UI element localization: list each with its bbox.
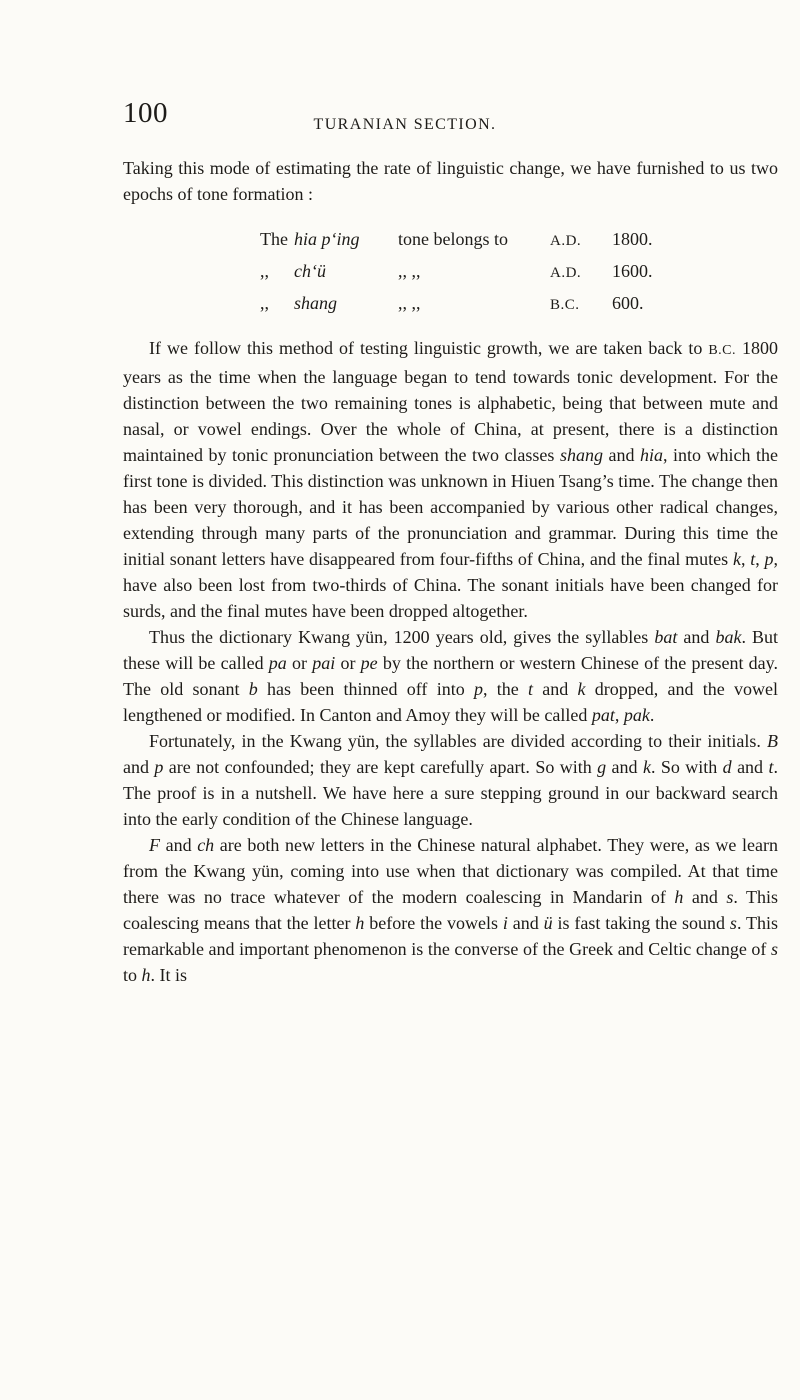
tone-row: [260, 287, 778, 319]
body-text: [123, 155, 778, 988]
tone-subject: ,,: [260, 261, 269, 281]
tone-year: 1800.: [612, 229, 653, 249]
tone-verb: ,, ,,: [398, 293, 421, 313]
tone-epoch-table: [260, 223, 778, 319]
paragraph-kwang-yun: Thus the dictionary Kwang yün, 1200 years old, gives the syllables bat and bak. But these will be called pa or pai or pe by the northern or western Chinese of the present day. The old sonant b has been thinned off into p, the t and k dropped, and the vowel lengthened or modified. In Canton and Amoy they will be called pat, pak.: [123, 627, 778, 725]
page-number: 100: [123, 97, 168, 129]
tone-subject: ,,: [260, 293, 269, 313]
tone-verb: ,, ,,: [398, 261, 421, 281]
tone-era: A.D.: [550, 233, 582, 249]
tone-row: [260, 255, 778, 287]
tone-year: 600.: [612, 293, 644, 313]
tone-syllable: hia p‘ing: [294, 229, 360, 249]
tone-year: 1600.: [612, 261, 653, 281]
tone-syllable: ch‘ü: [294, 261, 326, 281]
intro-paragraph: Taking this mode of estimating the rate of linguistic change, we have furnished to us two epochs of tone formation :: [123, 158, 778, 204]
tone-era: A.D.: [550, 265, 582, 281]
tone-era: B.C.: [550, 297, 580, 313]
paragraph-tonic-development: If we follow this method of testing linguistic growth, we are taken back to B.C. 1800 years as the time when the language began to tend towards tonic development. For the distinction between the two remaining tones is alphabetic, being that between mute and nasal, or vowel endings. Over the whole of China, at present, there is a distinction maintained by tonic pronunciation between the two classes shang and hia, into which the first tone is divided. This distinction was unknown in Hiuen Tsang’s time. The change then has been very thorough, and it has been accompanied by various other radical changes, extending through many parts of the pronunciation and grammar. During this time the initial sonant letters have disappeared from four-fifths of China, and the final mutes k, t, p, have also been lost from two-thirds of China. The sonant initials have been changed for surds, and the final mutes have been dropped altogether.: [123, 338, 779, 621]
tone-verb: tone belongs to: [398, 229, 508, 249]
tone-syllable: shang: [294, 293, 338, 313]
tone-subject: The: [260, 229, 288, 249]
running-head: TURANIAN SECTION.: [313, 116, 497, 133]
paragraph-initials: Fortunately, in the Kwang yün, the syllables are divided according to their initials. B and p are not confounded; they are kept carefully apart. So with g and k. So with d and t. The proof is in a nutshell. We have here a sure stepping ground in our backward search into the early condition of the Chinese language.: [123, 731, 778, 829]
tone-row: [260, 223, 778, 255]
paragraph-new-letters: F and ch are both new letters in the Chinese natural alphabet. They were, as we learn from the Kwang yün, coming into use when that dictionary was compiled. At that time there was no trace whatever of the modern coalescing in Mandarin of h and s. This coalescing means that the letter h before the vowels i and ü is fast taking the sound s. This remarkable and important phenomenon is the converse of the Greek and Celtic change of s to h. It is: [123, 835, 778, 985]
